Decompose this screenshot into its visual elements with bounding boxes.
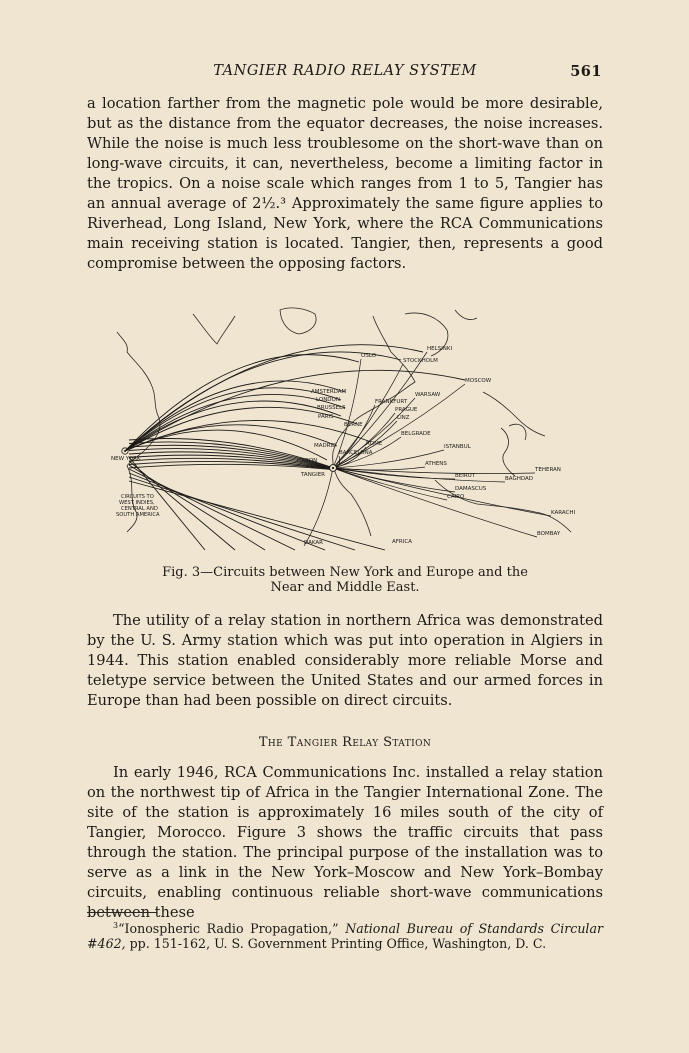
label-lisbon: LISBON [297, 458, 318, 464]
label-oslo: OSLO [361, 353, 377, 359]
label-baghdad: BAGHDAD [505, 476, 533, 482]
footnote-marker: 3 [113, 921, 119, 930]
label-helsinki: HELSINKI [427, 346, 453, 352]
label-tangier: TANGIER [301, 472, 325, 478]
footnote-text-1: “Ionospheric Radio Propagation,” [118, 921, 339, 936]
figure-caption [140, 565, 550, 595]
label-new-york: NEW YORK [111, 456, 141, 462]
running-head [88, 63, 602, 85]
label-belgrade: BELGRADE [401, 431, 431, 437]
trunk-arc [129, 464, 331, 469]
footnote-rule [87, 912, 157, 913]
label-berne: BERNE [344, 422, 363, 428]
label-moscow: MOSCOW [465, 378, 492, 384]
circuit-map-figure [105, 300, 597, 555]
relay-spoke-prague [333, 413, 395, 468]
tangier-dot [332, 467, 334, 469]
label-frankfurt: FRANKFURT [375, 399, 408, 405]
label-madrid: MADRID [314, 443, 337, 449]
page-number: 561 [570, 63, 602, 80]
relay-spoke-dakar [304, 468, 333, 546]
label-cairo: CAIRO [447, 494, 465, 500]
city-labels [297, 346, 576, 546]
new-york-dot [124, 450, 126, 452]
label-prague: PRAGUE [395, 407, 418, 413]
label-warsaw: WARSAW [415, 392, 441, 398]
section-heading: The Tangier Relay Station [258, 735, 432, 750]
label-amsterdam: AMSTERDAM [311, 389, 347, 395]
paragraph-relay-station: In early 1946, RCA Communications Inc. installed a relay station on the northwest tip of Africa in the Tangier International Zone. The site of the station is approximately 16 miles south of the city of Tangier, Morocco. Figure 3 shows the traffic circuits that pass through the station. The principal purpose of the installation was to serve as a link in the New York–Moscow and New York–Bombay circuits, enabling continuous reliable short-wave communications between these [87, 764, 603, 921]
footnote-text-2: pp. 151-162, U. S. Government Printing Office, Washington, D. C. [129, 936, 547, 951]
circuit-arcs [125, 345, 465, 550]
paragraph-algiers: The utility of a relay station in northern Africa was demonstrated by the U. S. Army station which was put into operation in Algiers in 1944. This station enabled considerably more reliable Morse and teletype service between the United States and our armed forces in Europe than had been possible on direct circuits. [87, 612, 603, 709]
label-damascus: DAMASCUS [455, 486, 487, 492]
note-line-3: CENTRAL AND [121, 506, 158, 512]
note-line-1: CIRCUITS TO [121, 494, 154, 500]
label-athens: ATHENS [425, 461, 447, 467]
note-line-4: SOUTH AMERICA [116, 512, 160, 518]
label-istanbul: ISTANBUL [444, 444, 471, 450]
label-africa: AFRICA [392, 539, 412, 545]
footnote [87, 918, 603, 951]
caption-line-2: Near and Middle East. [270, 580, 420, 595]
label-karachi: KARACHI [551, 510, 576, 516]
relay-spoke-baghdad [333, 468, 505, 482]
circuit-map [105, 300, 597, 555]
southern-arc [129, 481, 385, 550]
running-title: TANGIER RADIO RELAY SYSTEM [213, 63, 477, 79]
relay-spoke-teheran [333, 468, 535, 474]
paragraph-noise: a location farther from the magnetic pole would be more desirable, but as the distance from the equator decreases, the noise increases. While the noise is much less troublesome on the short-wave than on long-wave circuits, it can, nevertheless, become a limiting factor in the tropics. On a noise scale which ranges from 1 to 5, Tangier has an annual average of 2½.³ Approximately the same figure applies to Riverhead, Long Island, New York, where the RCA Communications main receiving station is located. Tangier, then, represents a good compromise between the opposing factors. [87, 95, 603, 272]
label-beirut: BEIRUT [455, 473, 476, 479]
label-bombay: BOMBAY [537, 531, 561, 537]
label-linz: LINZ [397, 415, 410, 421]
label-barcelona: BARCELONA [339, 450, 373, 456]
label-rome: ROME [366, 441, 383, 447]
circuit-arc-helsinki [125, 345, 423, 451]
label-london: LONDON [316, 397, 340, 403]
label-teheran: TEHERAN [535, 467, 561, 473]
label-paris: PARIS [318, 414, 334, 420]
footnote-italic: National Bureau of Standards Circular #462, [87, 921, 603, 951]
label-dakar: DAKAR [304, 540, 323, 546]
label-brussels: BRUSSELS [317, 405, 346, 411]
caption-line-1: Fig. 3—Circuits between New York and Europe and the [162, 565, 528, 580]
note-line-2: WEST INDIES, [119, 500, 155, 506]
label-stockholm: STOCKHOLM [403, 358, 438, 364]
relay-spokes [304, 352, 551, 546]
